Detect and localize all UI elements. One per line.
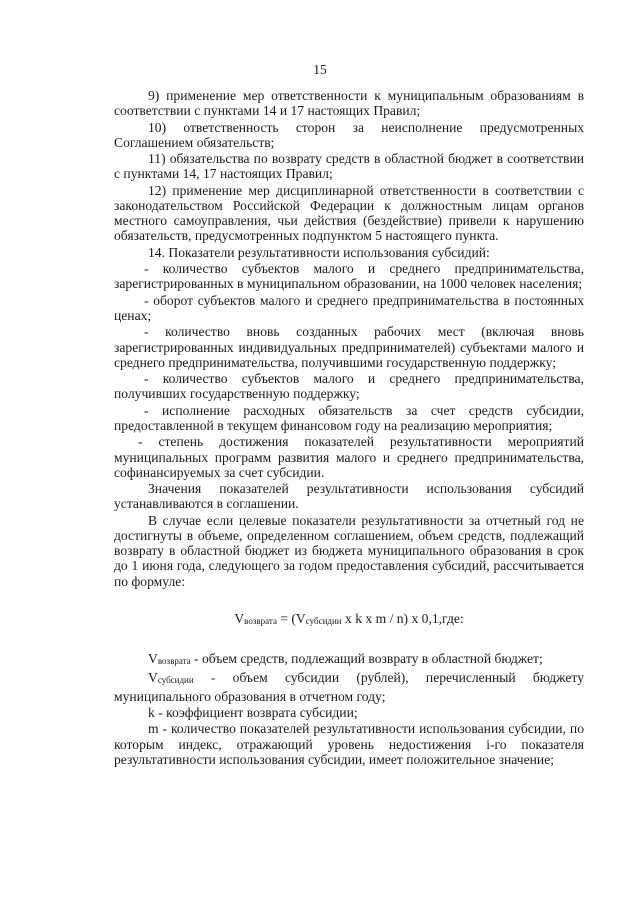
indicator-list-item: - оборот субъектов малого и среднего предпринимательства в постоянных ценах; bbox=[114, 292, 584, 323]
section-14-heading: 14. Показатели результативности использования субсидий: bbox=[148, 244, 490, 260]
paragraph-item-12: 12) применение мер дисциплинарной ответственности в соответствии с законодательством Российской Федерации к должностным лицам органов местного самоуправления, чьи действия (бездействие) привели к нарушению обязательств, предусмотренных подпунктом 5 настоящего пункта. bbox=[114, 182, 584, 244]
indicator-list-item: - количество вновь созданных рабочих мест (включая вновь зарегистрированных индивидуальных предпринимателей) субъектами малого и среднего предпринимательства, получившими государственную поддержку; bbox=[114, 324, 584, 370]
return-formula: $V_{возврата} = (V_{субсидии}$ x k x m / n) x 0,1,где: bbox=[234, 610, 464, 626]
indicator-list-item: - исполнение расходных обязательств за счет средств субсидии, предоставленной в текущем финансовом году на реализацию мероприятия; bbox=[114, 402, 584, 433]
definition-k: k - коэффициент возврата субсидии; bbox=[148, 704, 358, 720]
paragraph-item-11: 11) обязательства по возврату средств в областной бюджет в соответствии с пунктами 14, 17 настоящих Правил; bbox=[114, 151, 584, 182]
definition-v-subsidy: $V_{субсидии}$ - объем субсидии (рублей), перечисленный бюджету муниципального образования в отчетном году; bbox=[114, 670, 584, 704]
document-body bbox=[114, 88, 584, 768]
page-number: 15 bbox=[313, 62, 327, 77]
values-paragraph: Значения показателей результативности использования субсидий устанавливаются в соглашении. bbox=[114, 481, 584, 512]
definition-v-return: $V_{возврата}$ - объем средств, подлежащий возврату в областной бюджет; bbox=[148, 650, 543, 666]
paragraph-item-9: 9) применение мер ответственности к муниципальным образованиям в соответствии с пунктами 14 и 17 настоящих Правил; bbox=[114, 88, 584, 119]
definition-m: m - количество показателей результативности использования субсидии, по которым индекс, отражающий уровень недостижения i-го показателя результативности использования субсидии, имеет положительное значение; bbox=[114, 721, 584, 767]
return-condition-paragraph: В случае если целевые показатели результативности за отчетный год не достигнуты в объеме, определенном соглашением, объем средств, подлежащий возврату в областной бюджет из бюджета муниципального образования в срок до 1 июня года, следующего за годом предоставления субсидий, рассчитывается по формуле: bbox=[114, 512, 584, 589]
paragraph-item-10: 10) ответственность сторон за неисполнение предусмотренных Соглашением обязательств; bbox=[114, 119, 584, 150]
indicator-list-item: - степень достижения показателей результативности мероприятий муниципальных программ развития малого и среднего предпринимательства, софинансируемых за счет субсидии. bbox=[114, 434, 584, 480]
indicator-list-item: - количество субъектов малого и среднего предпринимательства, получивших государственную поддержку; bbox=[114, 371, 584, 402]
indicator-list-item: - количество субъектов малого и среднего предпринимательства, зарегистрированных в муниципальном образовании, на 1000 человек населения; bbox=[114, 261, 584, 292]
